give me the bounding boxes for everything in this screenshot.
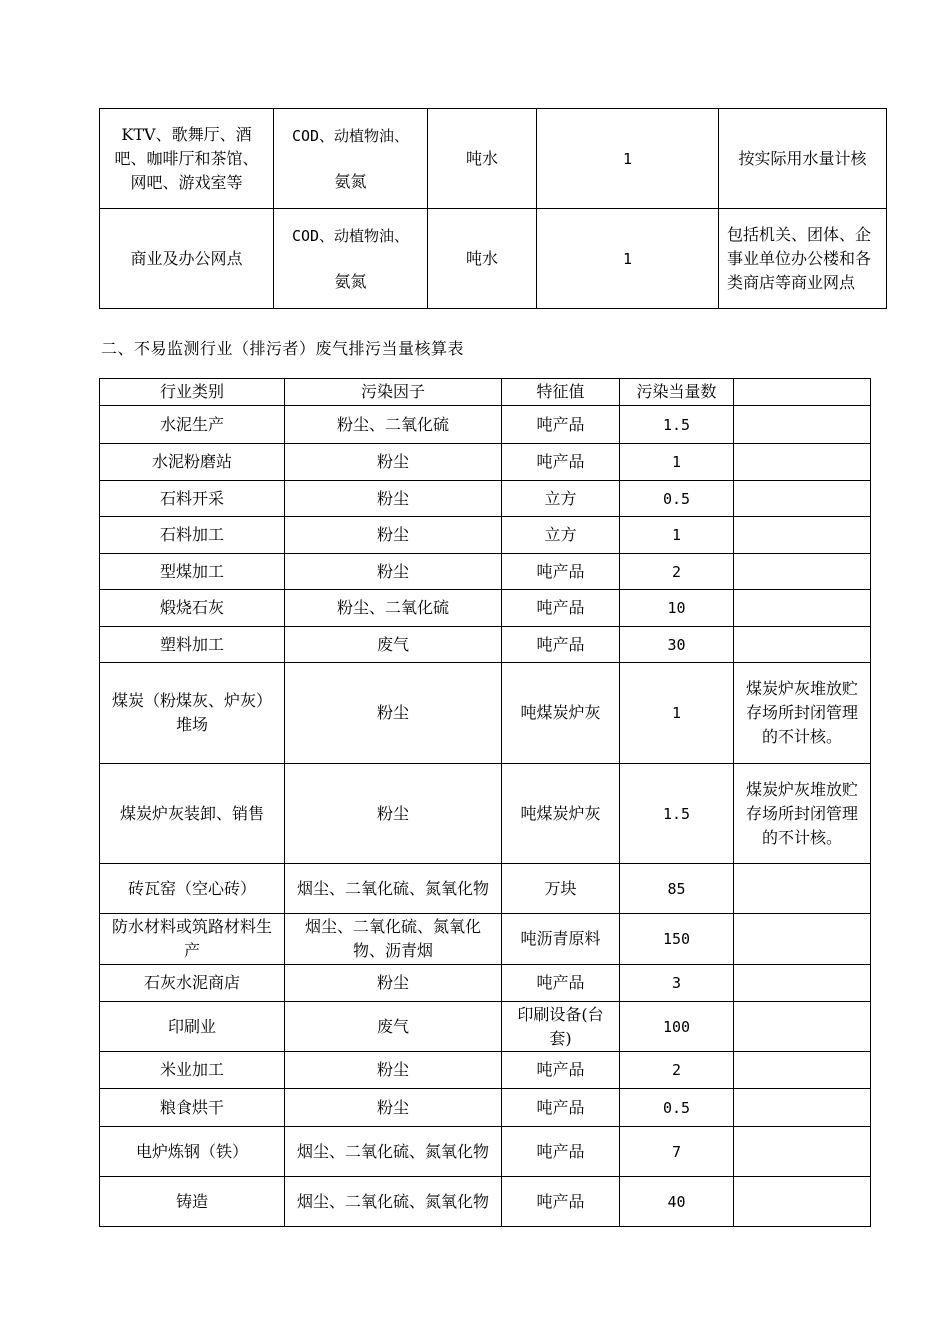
unit-cell: 吨产品	[502, 965, 620, 1002]
value-cell: 1	[620, 663, 734, 764]
note-cell	[734, 517, 871, 554]
unit-cell: 吨产品	[502, 1089, 620, 1127]
table-row	[100, 209, 887, 309]
table-row	[100, 444, 871, 481]
note-cell: 煤炭炉灰堆放贮存场所封闭管理的不计核。	[734, 663, 871, 764]
pollutant-cell	[274, 109, 428, 209]
table-row	[100, 109, 887, 209]
note-cell	[734, 554, 871, 590]
note-cell	[734, 1177, 871, 1227]
pollutant-line2: 氨氮	[334, 171, 367, 191]
note-cell: 煤炭炉灰堆放贮存场所封闭管理的不计核。	[734, 764, 871, 864]
industry-cell: 煤炭炉灰装卸、销售	[100, 764, 285, 864]
value-cell: 2	[620, 554, 734, 590]
industry-cell: KTV、歌舞厅、酒吧、咖啡厅和茶馆、网吧、游戏室等	[100, 109, 274, 209]
note-cell	[734, 864, 871, 914]
unit-cell: 吨产品	[502, 627, 620, 663]
industry-cell: 砖瓦窑（空心砖）	[100, 864, 285, 914]
water-pollution-table	[99, 108, 887, 309]
industry-cell: 型煤加工	[100, 554, 285, 590]
pollutant-cell: 粉尘	[285, 965, 502, 1002]
table-row	[100, 663, 871, 764]
note-cell	[734, 627, 871, 663]
value-cell: 1	[620, 444, 734, 481]
pollutant-cell: 烟尘、二氧化硫、氮氧化物、沥青烟	[285, 914, 502, 965]
value-cell: 1	[620, 517, 734, 554]
note-cell	[734, 1052, 871, 1089]
unit-cell: 吨产品	[502, 1177, 620, 1227]
value-cell: 10	[620, 590, 734, 627]
table-row	[100, 554, 871, 590]
air-pollution-table	[99, 378, 871, 1227]
section-heading: 二、不易监测行业（排污者）废气排污当量核算表	[101, 339, 465, 358]
pollutant-line1: COD、动植物油、	[291, 226, 410, 245]
note-cell	[734, 590, 871, 627]
pollutant-cell: 废气	[285, 1002, 502, 1052]
header-unit: 特征值	[502, 379, 620, 406]
unit-cell: 吨煤炭炉灰	[502, 764, 620, 864]
pollutant-cell: 粉尘	[285, 663, 502, 764]
table-header-row	[100, 379, 871, 406]
value-cell: 2	[620, 1052, 734, 1089]
note-cell	[734, 965, 871, 1002]
industry-cell: 煅烧石灰	[100, 590, 285, 627]
industry-cell: 铸造	[100, 1177, 285, 1227]
industry-cell: 石料开采	[100, 481, 285, 517]
pollutant-line1: COD、动植物油、	[291, 126, 410, 145]
value-cell: 3	[620, 965, 734, 1002]
pollutant-cell: 粉尘	[285, 1089, 502, 1127]
unit-cell: 万块	[502, 864, 620, 914]
pollutant-cell: 粉尘	[285, 764, 502, 864]
unit-cell: 吨水	[428, 209, 537, 309]
note-cell	[734, 406, 871, 444]
header-value: 污染当量数	[620, 379, 734, 406]
note-cell	[734, 481, 871, 517]
pollutant-cell: 粉尘	[285, 517, 502, 554]
unit-cell: 吨沥青原料	[502, 914, 620, 965]
table-row	[100, 1089, 871, 1127]
value-cell: 30	[620, 627, 734, 663]
value-cell: 150	[620, 914, 734, 965]
note-cell	[734, 1002, 871, 1052]
table-row	[100, 481, 871, 517]
industry-cell: 粮食烘干	[100, 1089, 285, 1127]
value-cell: 7	[620, 1127, 734, 1177]
pollutant-cell: 粉尘	[285, 481, 502, 517]
note-cell	[734, 444, 871, 481]
unit-cell: 立方	[502, 517, 620, 554]
pollutant-line2: 氨氮	[334, 271, 367, 291]
unit-cell: 吨产品	[502, 1127, 620, 1177]
unit-cell: 吨产品	[502, 554, 620, 590]
note-cell: 按实际用水量计核	[719, 109, 887, 209]
pollutant-cell: 粉尘	[285, 444, 502, 481]
table-row	[100, 965, 871, 1002]
industry-cell: 水泥粉磨站	[100, 444, 285, 481]
table-row	[100, 1002, 871, 1052]
value-cell: 1	[537, 109, 719, 209]
unit-cell: 吨煤炭炉灰	[502, 663, 620, 764]
table-row	[100, 1177, 871, 1227]
table-row	[100, 627, 871, 663]
value-cell: 1	[537, 209, 719, 309]
industry-cell: 石灰水泥商店	[100, 965, 285, 1002]
table-row	[100, 1052, 871, 1089]
pollutant-cell: 烟尘、二氧化硫、氮氧化物	[285, 1177, 502, 1227]
header-industry: 行业类别	[100, 379, 285, 406]
table-row	[100, 764, 871, 864]
value-cell: 1.5	[620, 764, 734, 864]
unit-cell: 吨产品	[502, 406, 620, 444]
pollutant-cell: 烟尘、二氧化硫、氮氧化物	[285, 1127, 502, 1177]
industry-cell: 水泥生产	[100, 406, 285, 444]
pollutant-cell: 废气	[285, 627, 502, 663]
value-cell: 85	[620, 864, 734, 914]
industry-cell: 煤炭（粉煤灰、炉灰）堆场	[100, 663, 285, 764]
value-cell: 1.5	[620, 406, 734, 444]
pollutant-cell: 烟尘、二氧化硫、氮氧化物	[285, 864, 502, 914]
industry-cell: 电炉炼钢（铁）	[100, 1127, 285, 1177]
industry-cell: 米业加工	[100, 1052, 285, 1089]
note-cell	[734, 1089, 871, 1127]
table-row	[100, 406, 871, 444]
unit-cell: 印刷设备(台套)	[502, 1002, 620, 1052]
unit-cell: 吨产品	[502, 1052, 620, 1089]
pollutant-cell: 粉尘	[285, 554, 502, 590]
industry-cell: 商业及办公网点	[100, 209, 274, 309]
unit-cell: 吨产品	[502, 590, 620, 627]
pollutant-cell: 粉尘、二氧化硫	[285, 406, 502, 444]
table-row	[100, 864, 871, 914]
table-row	[100, 1127, 871, 1177]
note-cell: 包括机关、团体、企事业单位办公楼和各类商店等商业网点	[719, 209, 887, 309]
table-row	[100, 590, 871, 627]
unit-cell: 吨水	[428, 109, 537, 209]
pollutant-cell: 粉尘、二氧化硫	[285, 590, 502, 627]
header-note	[734, 379, 871, 406]
note-cell	[734, 1127, 871, 1177]
unit-cell: 立方	[502, 481, 620, 517]
table-row	[100, 914, 871, 965]
industry-cell: 防水材料或筑路材料生产	[100, 914, 285, 965]
pollutant-cell	[274, 209, 428, 309]
table-row	[100, 517, 871, 554]
value-cell: 0.5	[620, 481, 734, 517]
value-cell: 0.5	[620, 1089, 734, 1127]
header-pollutant: 污染因子	[285, 379, 502, 406]
industry-cell: 石料加工	[100, 517, 285, 554]
pollutant-cell: 粉尘	[285, 1052, 502, 1089]
value-cell: 40	[620, 1177, 734, 1227]
industry-cell: 印刷业	[100, 1002, 285, 1052]
industry-cell: 塑料加工	[100, 627, 285, 663]
unit-cell: 吨产品	[502, 444, 620, 481]
value-cell: 100	[620, 1002, 734, 1052]
note-cell	[734, 914, 871, 965]
